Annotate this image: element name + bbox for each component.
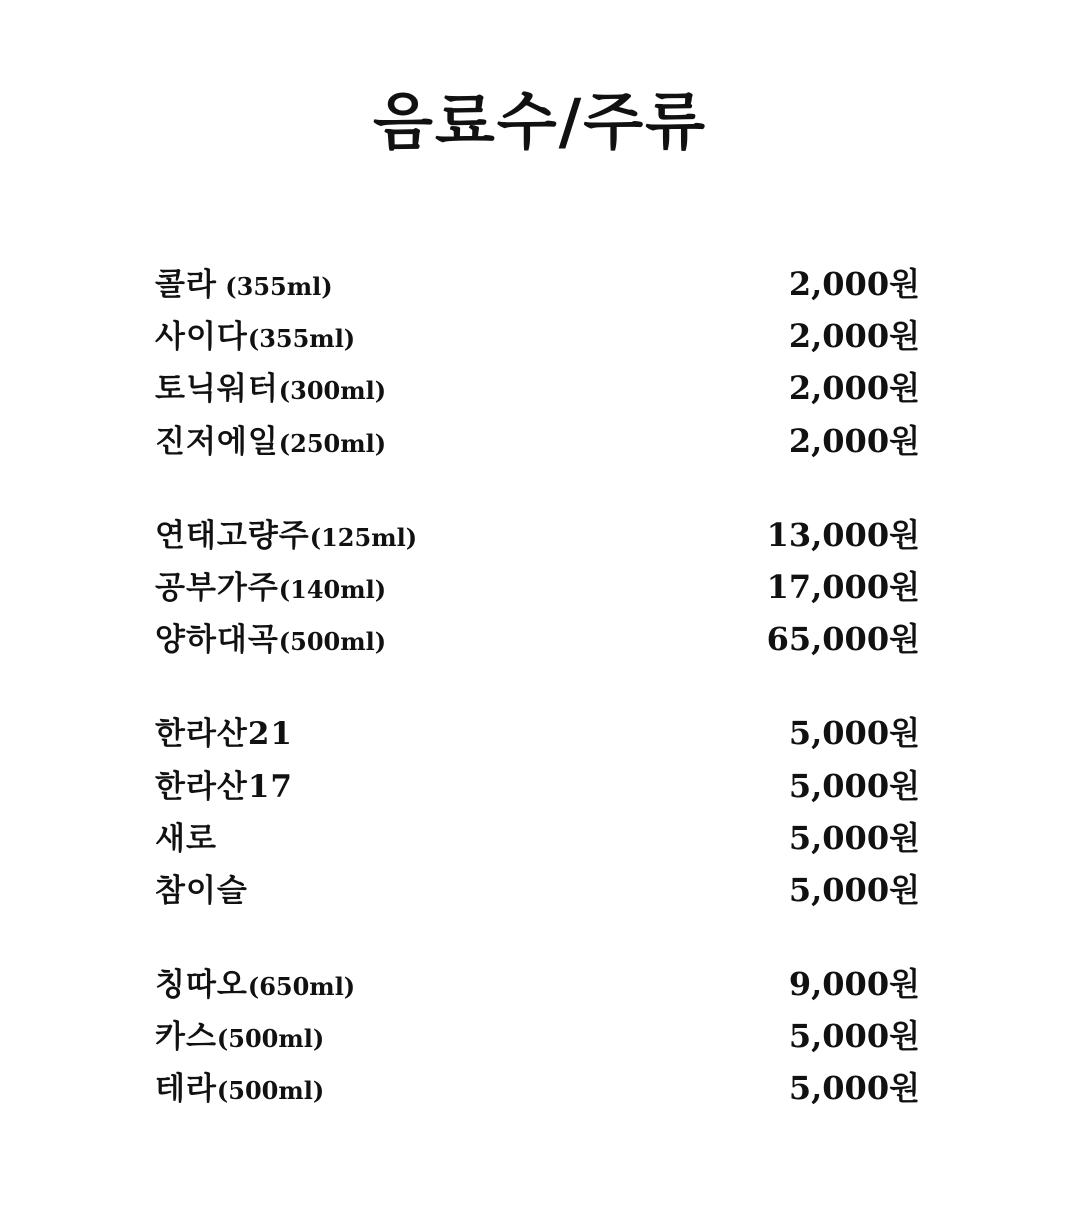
item-name: 토닉워터 bbox=[155, 371, 279, 408]
item-size: (500ml) bbox=[216, 1024, 325, 1054]
item-size: (250ml) bbox=[278, 428, 387, 458]
menu-list bbox=[155, 258, 920, 1115]
page-title: 음료수/주류 bbox=[372, 85, 708, 158]
item-size: (650ml) bbox=[247, 972, 356, 1002]
menu-group-chinese-liquor bbox=[155, 509, 920, 666]
menu-item-label bbox=[155, 959, 355, 1016]
item-name: 사이다 bbox=[155, 319, 248, 356]
item-name: 콜라 bbox=[155, 267, 217, 303]
menu-item bbox=[155, 864, 920, 916]
menu-item bbox=[155, 561, 920, 613]
menu-item-label bbox=[155, 1011, 324, 1068]
item-size: (140ml) bbox=[278, 574, 387, 604]
item-name: 칭따오 bbox=[155, 967, 248, 1004]
menu-item-label bbox=[155, 363, 386, 420]
item-name: 새로 bbox=[155, 820, 217, 857]
menu-item-label bbox=[155, 865, 248, 922]
menu-item-label bbox=[155, 708, 293, 765]
menu-item bbox=[155, 1010, 920, 1062]
menu-item bbox=[155, 707, 920, 759]
menu-item bbox=[155, 1062, 920, 1114]
item-size: (500ml) bbox=[278, 627, 387, 657]
menu-item bbox=[155, 258, 920, 310]
menu-item bbox=[155, 310, 920, 362]
item-name: 한라산17 bbox=[155, 768, 293, 805]
item-name: 카스 bbox=[155, 1019, 217, 1056]
item-name: 테라 bbox=[155, 1071, 217, 1108]
menu-item-label bbox=[155, 614, 386, 671]
menu-item bbox=[155, 362, 920, 414]
menu-item-label bbox=[155, 510, 417, 567]
item-name: 연태고량주 bbox=[155, 517, 310, 554]
item-name: 참이슬 bbox=[155, 872, 248, 909]
item-size: (355ml) bbox=[216, 272, 333, 301]
menu-item bbox=[155, 613, 920, 665]
item-name: 진저에일 bbox=[155, 423, 279, 460]
item-size: (125ml) bbox=[309, 522, 418, 552]
menu-item bbox=[155, 958, 920, 1010]
item-price: 5,000원 bbox=[788, 870, 920, 909]
item-price: 65,000원 bbox=[766, 620, 920, 659]
item-name: 한라산21 bbox=[155, 716, 293, 753]
item-size: (355ml) bbox=[247, 324, 356, 354]
item-price: 9,000원 bbox=[788, 965, 920, 1004]
item-price: 2,000원 bbox=[788, 265, 920, 303]
menu-item bbox=[155, 415, 920, 467]
item-name: 공부가주 bbox=[155, 569, 279, 606]
menu-item-label bbox=[155, 562, 386, 619]
item-price: 5,000원 bbox=[788, 714, 920, 753]
menu-group-soft-drinks bbox=[155, 258, 920, 467]
item-price: 5,000원 bbox=[788, 818, 920, 857]
item-size: (300ml) bbox=[278, 376, 387, 406]
menu-group-beer bbox=[155, 958, 920, 1115]
menu-item-label bbox=[155, 259, 333, 316]
item-price: 5,000원 bbox=[788, 1069, 920, 1108]
menu-item-label bbox=[155, 1063, 324, 1120]
menu-group-soju bbox=[155, 707, 920, 916]
item-price: 2,000원 bbox=[788, 369, 920, 408]
item-price: 2,000원 bbox=[788, 317, 920, 356]
menu-item-label bbox=[155, 761, 293, 818]
item-size: (500ml) bbox=[216, 1076, 325, 1106]
item-price: 5,000원 bbox=[788, 1017, 920, 1056]
menu-item bbox=[155, 760, 920, 812]
menu-item bbox=[155, 509, 920, 561]
item-price: 17,000원 bbox=[766, 567, 920, 606]
menu-item-label bbox=[155, 311, 355, 368]
menu-item-label bbox=[155, 416, 386, 473]
item-name: 양하대곡 bbox=[155, 622, 279, 659]
menu-item bbox=[155, 812, 920, 864]
item-price: 5,000원 bbox=[788, 766, 920, 805]
menu-item-label bbox=[155, 813, 217, 870]
item-price: 13,000원 bbox=[766, 515, 920, 554]
item-price: 2,000원 bbox=[788, 421, 920, 460]
